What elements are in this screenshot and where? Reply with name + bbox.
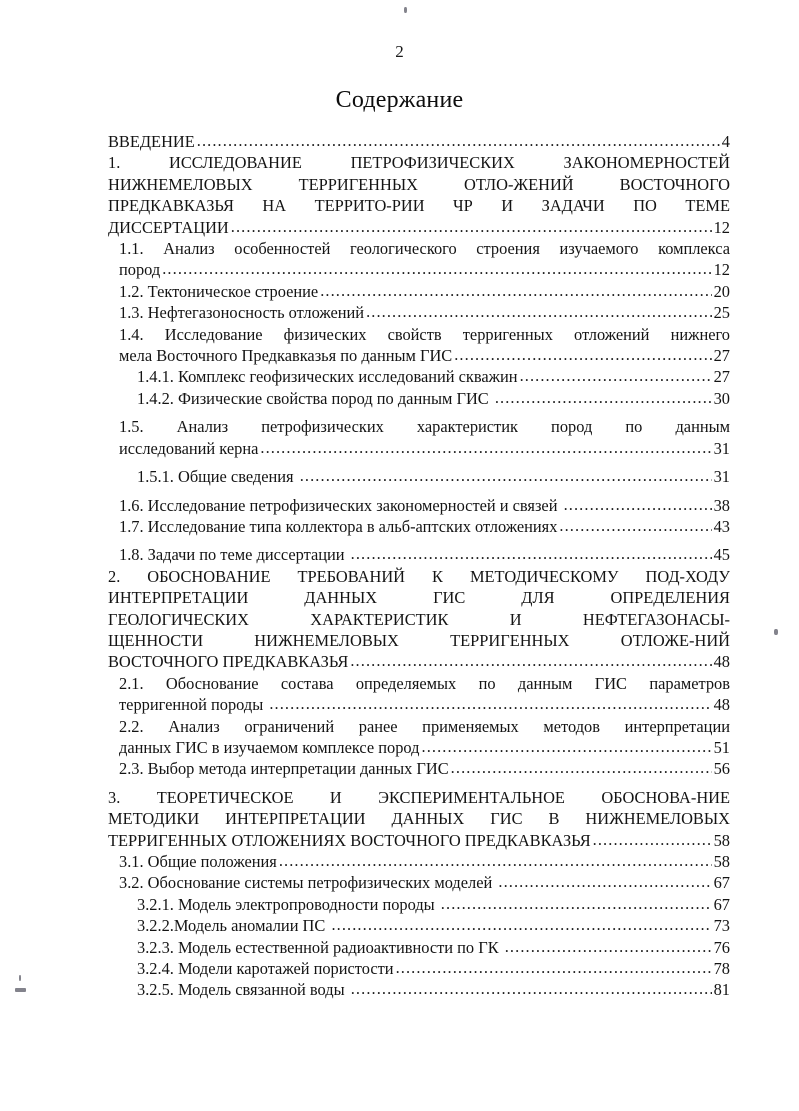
toc-page-number: 48: [713, 695, 730, 715]
toc-dot-leader: [366, 301, 712, 322]
toc-entry-line: 1. ИССЛЕДОВАНИЕ ПЕТРОФИЗИЧЕСКИХ ЗАКОНОМЕРНОСТЕЙ: [108, 153, 730, 173]
toc-page-number: 20: [713, 281, 730, 301]
toc-entry[interactable]: [137, 979, 730, 1000]
toc-entry-label: 1.5.1. Общие сведения: [137, 467, 298, 487]
toc-entry[interactable]: [108, 152, 730, 238]
toc-entry-line: 2.1. Обоснование состава определяемых по данным ГИС параметров: [119, 673, 730, 693]
toc-page-number: 56: [713, 759, 730, 779]
toc-entry-final-line: [137, 388, 730, 409]
toc-page-number: 31: [713, 467, 730, 487]
toc-dot-leader: [269, 693, 711, 714]
toc-dot-leader: [564, 494, 712, 515]
toc-dot-leader: [331, 914, 711, 935]
toc-dot-leader: [422, 736, 712, 757]
toc-dot-leader: [451, 757, 712, 778]
toc-entry-final-line: [119, 302, 730, 323]
toc-page-number: 58: [713, 852, 730, 871]
toc-entry-label: 3.2.3. Модель естественной радиоактивности по ГК: [137, 937, 503, 957]
toc-entry-line: МЕТОДИКИ ИНТЕРПРЕТАЦИИ ДАННЫХ ГИС В НИЖНЕМЕЛОВЫХ: [108, 809, 730, 829]
toc-entry-final-line: [119, 438, 730, 459]
toc-page-number: 81: [713, 980, 730, 1000]
toc-page-number: 48: [713, 652, 730, 672]
scan-speck-artifact: [19, 975, 21, 981]
toc-entry[interactable]: [119, 872, 730, 893]
toc-entry[interactable]: [137, 894, 730, 915]
toc-entry-final-line: [137, 915, 730, 936]
toc-page-number: 78: [713, 959, 730, 979]
toc-entry-label: ДИССЕРТАЦИИ: [108, 217, 229, 237]
toc-entry[interactable]: [119, 516, 730, 537]
toc-entry-line: ПРЕДКАВКАЗЬЯ НА ТЕРРИТО-РИИ ЧР И ЗАДАЧИ ПО ТЕМЕ: [108, 196, 730, 216]
toc-entry[interactable]: [137, 937, 730, 958]
toc-entry[interactable]: [108, 787, 730, 851]
toc-entry[interactable]: [119, 416, 730, 459]
toc-entry-line: 2. ОБОСНОВАНИЕ ТРЕБОВАНИЙ К МЕТОДИЧЕСКОМУ ПОД-ХОДУ: [108, 566, 730, 586]
toc-entry-final-line: [108, 651, 730, 672]
toc-entry[interactable]: [108, 566, 730, 673]
toc-entry-final-line: [119, 851, 730, 872]
toc-dot-leader: [593, 829, 712, 850]
toc-dot-leader: [520, 365, 712, 386]
toc-entry-label: данных ГИС в изучаемом комплексе пород: [119, 737, 420, 757]
toc-entry-label: 3.2. Обоснование системы петрофизических моделей: [119, 873, 497, 893]
toc-entry-final-line: [119, 345, 730, 366]
toc-page-number: 38: [713, 495, 730, 515]
toc-entry[interactable]: [119, 851, 730, 872]
toc-page-number: 58: [713, 830, 730, 850]
toc-entry-label: 1.2. Тектоническое строение: [119, 281, 319, 301]
toc-entry[interactable]: [119, 238, 730, 281]
toc-entry-final-line: [119, 516, 730, 537]
toc-page-number: 45: [713, 545, 730, 565]
toc-entry-label: мела Восточного Предкавказья по данным ГИС: [119, 346, 453, 366]
toc-entry[interactable]: [119, 716, 730, 759]
toc-entry-line: НИЖНЕМЕЛОВЫХ ТЕРРИГЕННЫХ ОТЛО-ЖЕНИЙ ВОСТОЧНОГО: [108, 174, 730, 194]
toc-page-number: 67: [713, 894, 730, 914]
toc-entry-final-line: [137, 937, 730, 958]
toc-entry-label: ВВЕДЕНИЕ: [108, 132, 195, 151]
toc-page-number: 76: [713, 937, 730, 957]
toc-dot-leader: [162, 258, 711, 279]
toc-entry-label: 1.7. Исследование типа коллектора в альб-аптских отложениях: [119, 516, 558, 536]
toc-entry-final-line: [137, 979, 730, 1000]
toc-entry-label: 2.3. Выбор метода интерпретации данных ГИС: [119, 759, 449, 779]
toc-entry-final-line: [119, 495, 730, 516]
toc-page-number: 73: [713, 916, 730, 936]
toc-dot-leader: [320, 280, 711, 301]
toc-dot-leader: [300, 465, 712, 486]
toc-dot-leader: [495, 387, 712, 408]
toc-dot-leader: [559, 515, 711, 536]
toc-dot-leader: [498, 871, 711, 892]
toc-entry[interactable]: [137, 466, 730, 487]
toc-entry[interactable]: [108, 131, 730, 152]
toc-entry[interactable]: [137, 366, 730, 387]
toc-dot-leader: [279, 850, 712, 871]
toc-entry-final-line: [108, 830, 730, 851]
toc-entry-line: 3. ТЕОРЕТИЧЕСКОЕ И ЭКСПЕРИМЕНТАЛЬНОЕ ОБОСНОВА-НИЕ: [108, 787, 730, 807]
toc-dot-leader: [454, 344, 711, 365]
toc-dot-leader: [260, 437, 711, 458]
toc-entry-label: 3.1. Общие положения: [119, 852, 277, 871]
scan-speck-artifact: [15, 988, 26, 992]
table-of-contents: [108, 131, 730, 1001]
toc-entry-final-line: [137, 366, 730, 387]
toc-entry[interactable]: [137, 958, 730, 979]
toc-entry-line: 1.5. Анализ петрофизических характеристик пород по данным: [119, 417, 730, 437]
toc-entry[interactable]: [119, 302, 730, 323]
toc-entry-label: 3.2.4. Модели каротажей пористости: [137, 959, 394, 979]
toc-entry-label: 1.3. Нефтегазоносность отложений: [119, 303, 365, 323]
toc-entry[interactable]: [119, 758, 730, 779]
scan-speck-artifact: [404, 7, 407, 13]
toc-dot-leader: [351, 978, 712, 999]
toc-page-number: 31: [713, 438, 730, 458]
toc-entry-label: ВОСТОЧНОГО ПРЕДКАВКАЗЬЯ: [108, 652, 349, 672]
toc-entry-line: ИНТЕРПРЕТАЦИИ ДАННЫХ ГИС ДЛЯ ОПРЕДЕЛЕНИЯ: [108, 588, 730, 608]
toc-entry-final-line: [119, 544, 730, 565]
toc-entry-line: ЩЕННОСТИ НИЖНЕМЕЛОВЫХ ТЕРРИГЕННЫХ ОТЛОЖЕ-НИЙ: [108, 630, 730, 650]
toc-entry-final-line: [119, 758, 730, 779]
toc-entry-label: 1.4.2. Физические свойства пород по данным ГИС: [137, 388, 493, 408]
toc-entry-label: исследований керна: [119, 438, 259, 458]
toc-entry[interactable]: [137, 388, 730, 409]
toc-entry-label: пород: [119, 260, 161, 280]
toc-page-number: 43: [713, 516, 730, 536]
toc-dot-leader: [396, 957, 712, 978]
toc-entry-final-line: [137, 958, 730, 979]
toc-entry-label: 3.2.5. Модель связанной воды: [137, 980, 349, 1000]
toc-page-number: 51: [713, 737, 730, 757]
toc-entry-label: 1.8. Задачи по теме диссертации: [119, 545, 349, 565]
toc-page-number: 12: [713, 217, 730, 237]
toc-page-number: 30: [713, 388, 730, 408]
toc-dot-leader: [197, 130, 720, 151]
toc-entry-final-line: [137, 894, 730, 915]
toc-entry-label: ТЕРРИГЕННЫХ ОТЛОЖЕНИЯХ ВОСТОЧНОГО ПРЕДКАВКАЗЬЯ: [108, 830, 591, 850]
toc-dot-leader: [351, 543, 712, 564]
toc-entry[interactable]: [119, 281, 730, 302]
toc-entry-label: 1.6. Исследование петрофизических закономерностей и связей: [119, 495, 562, 515]
toc-entry-label: терригенной породы: [119, 695, 268, 715]
toc-entry-label: 1.4.1. Комплекс геофизических исследований скважин: [137, 367, 518, 387]
toc-dot-leader: [505, 936, 712, 957]
toc-entry-final-line: [119, 259, 730, 280]
toc-entry-final-line: [119, 872, 730, 893]
toc-entry-label: 3.2.2.Модель аномалии ПС: [137, 916, 330, 936]
toc-page-number: 27: [713, 367, 730, 387]
toc-dot-leader: [350, 650, 711, 671]
toc-entry-label: 3.2.1. Модель электропроводности породы: [137, 894, 439, 914]
toc-dot-leader: [441, 893, 712, 914]
page-title: Содержание: [335, 87, 464, 113]
toc-entry-final-line: [119, 694, 730, 715]
toc-page-number: 25: [713, 303, 730, 323]
toc-entry-final-line: [108, 131, 730, 152]
toc-page-number: 4: [721, 132, 730, 151]
page-number: 2: [395, 42, 404, 61]
toc-page-number: 12: [713, 260, 730, 280]
toc-entry[interactable]: [119, 495, 730, 516]
toc-entry[interactable]: [119, 324, 730, 367]
toc-entry-line: 1.1. Анализ особенностей геологического строения изучаемого комплекса: [119, 239, 730, 259]
toc-entry-line: ГЕОЛОГИЧЕСКИХ ХАРАКТЕРИСТИК И НЕФТЕГАЗОНАСЫ-: [108, 609, 730, 629]
toc-entry-line: 1.4. Исследование физических свойств терригенных отложений нижнего: [119, 324, 730, 344]
toc-entry-final-line: [137, 466, 730, 487]
toc-dot-leader: [231, 216, 712, 237]
toc-entry[interactable]: [119, 673, 730, 716]
toc-entry-final-line: [108, 217, 730, 238]
toc-entry-final-line: [119, 281, 730, 302]
scan-speck-artifact: [774, 629, 778, 635]
toc-entry-line: 2.2. Анализ ограничений ранее применяемых методов интерпретации: [119, 716, 730, 736]
toc-page-number: 27: [713, 346, 730, 366]
toc-entry[interactable]: [119, 544, 730, 565]
toc-entry[interactable]: [137, 915, 730, 936]
toc-entry-final-line: [119, 737, 730, 758]
toc-page-number: 67: [713, 873, 730, 893]
